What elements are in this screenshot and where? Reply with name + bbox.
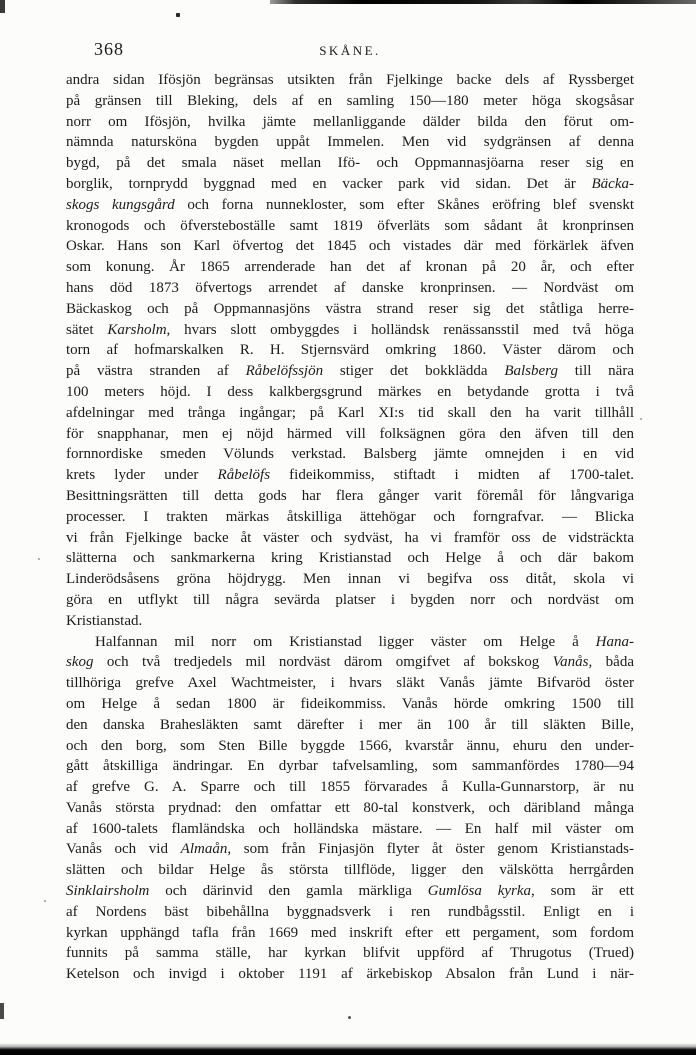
text-segment: för snapphanar, men ej nöjd härmed vill folksägnen göra den äfven till den: [66, 425, 634, 442]
text-line: [66, 673, 634, 694]
proper-name-italic: Råbelöfssjön: [245, 363, 324, 380]
text-segment: gått åtskilliga ändringar. En dyrbar tafvelsamling, som sammanfördes 1780—94: [66, 758, 634, 775]
text-segment: afdelningar med trånga ingångar; på Karl XI:s tid skall den ha varit tillhåll: [66, 404, 634, 421]
text-line: [66, 756, 634, 777]
scan-artifact-left-edge: [0, 1003, 4, 1019]
text-segment: af Nordens bäst bibehållna byggnadsverk i ren rundbågsstil. Enligt en i: [66, 903, 634, 920]
text-segment: som konung. År 1865 arrenderade han det af kronan på 20 år, och efter: [66, 259, 634, 276]
text-segment: 100 meters höjd. I dess kalkbergsgrund märkes en betydande grotta i två: [66, 383, 634, 400]
text-segment: torn af hofmarskalken R. H. Stjernsvärd omkring 1860. Väster därom och: [66, 342, 634, 359]
text-segment: norr om Ifösjön, hvilka jämte mellanliggande dälder bilda den förut om-: [66, 113, 634, 130]
text-segment: tillhöriga grefve Axel Wachtmeister, i hvars släkt Vanås jämte Bifvaröd öster: [66, 675, 634, 692]
text-line: [66, 569, 634, 590]
text-line: [66, 819, 634, 840]
text-line: [66, 798, 634, 819]
scan-artifact-top-edge: [270, 0, 696, 4]
text-segment: , båda: [588, 654, 634, 671]
text-line: [66, 694, 634, 715]
paper-speck: [640, 418, 642, 420]
text-line: [66, 174, 634, 195]
text-segment: hans död 1873 öfvertogs arrendet af danske kronprinsen. — Nordväst om: [66, 279, 634, 296]
text-segment: stiger det bokklädda: [323, 363, 505, 380]
text-segment: Oskar. Hans son Karl öfvertog det 1845 och vistades där med förkärlek äfven: [66, 238, 634, 255]
text-segment: processer. I trakten märkas åtskilliga ättehögar och forngrafvar. — Blicka: [66, 508, 634, 525]
proper-name-italic: skogs kungsgård: [66, 196, 175, 213]
proper-name-italic: Hana-: [595, 633, 634, 650]
text-line: [66, 590, 634, 611]
scan-artifact-top-left: [0, 0, 5, 13]
text-segment: Vanås största prydnad: den omfattar ett 80-tal konstverk, och däribland många: [66, 799, 634, 816]
text-segment: och forna nunnekloster, som efter Skånes eröfring blef svenskt: [174, 196, 634, 213]
text-line: [66, 236, 634, 257]
text-line: [66, 839, 634, 860]
text-line: [66, 112, 634, 133]
text-segment: borglik, tornprydd byggnad med en vacker park vid sidan. Det är: [66, 175, 592, 192]
text-line: [66, 860, 634, 881]
text-segment: slätterna och sankmarkerna kring Kristianstad och Helge å och där bakom: [66, 550, 634, 567]
proper-name-italic: Sinklairsholm: [66, 883, 150, 900]
text-line: [66, 548, 634, 569]
text-line: [66, 424, 634, 445]
proper-name-italic: Gumlösa kyrka: [427, 883, 532, 900]
text-line: [66, 964, 634, 985]
proper-name-italic: Bäcka-: [591, 175, 634, 192]
ink-speck: [176, 13, 180, 17]
text-block: [66, 70, 634, 985]
scan-artifact-bottom-edge: [0, 1043, 696, 1055]
text-segment: fideikommiss, stiftadt i midten af 1700-talet.: [270, 467, 634, 484]
text-line: [66, 652, 634, 673]
text-line: [66, 632, 634, 653]
text-line: [66, 340, 634, 361]
text-line: [66, 943, 634, 964]
text-line: [66, 611, 634, 632]
proper-name-italic: Vanås: [552, 654, 589, 671]
text-segment: och två tredjedels mil nordväst därom omgifvet af bokskog: [93, 654, 553, 671]
text-segment: Besittningsrätten till detta gods har flera gånger varit föremål för långvariga: [66, 487, 634, 504]
text-line: [66, 465, 634, 486]
text-segment: , hvars slott ombyggdes i holländsk renässansstil med två höga: [166, 321, 634, 338]
proper-name-italic: Almaån: [180, 841, 228, 858]
text-segment: och den borg, som Sten Bille byggde 1566, kvarstår ännu, ehuru den under-: [66, 737, 634, 754]
text-line: [66, 153, 634, 174]
text-line: [66, 715, 634, 736]
text-line: [66, 881, 634, 902]
text-segment: till nära: [557, 363, 634, 380]
text-segment: Ketelson och invigd i oktober 1191 af ärkebiskop Absalon från Lund i när-: [66, 966, 634, 983]
page-number: 368: [94, 39, 124, 59]
text-segment: göra en utflykt till några sevärda platser i bygden norr och nordväst om: [66, 591, 634, 608]
text-segment: , som är ett: [531, 883, 634, 900]
text-segment: af grefve G. A. Sparre och till 1855 förvarades å Kulla-Gunnarstorp, är nu: [66, 779, 634, 796]
text-line: [66, 216, 634, 237]
text-segment: bygd, på det smala näset mellan Ifö- och Oppmannasjöarna reser sig en: [66, 155, 634, 172]
text-segment: kronogods och öfversteboställe samt 1819 öfverläts som sådant åt kronprinsen: [66, 217, 634, 234]
text-segment: Halfannan mil norr om Kristianstad ligger väster om Helge å: [95, 633, 596, 650]
text-segment: på gränsen till Bleking, dels af en samling 150—180 meter höga skogsåsar: [66, 92, 634, 109]
text-line: [66, 278, 634, 299]
paper-speck: [348, 1016, 351, 1019]
text-line: [66, 444, 634, 465]
text-segment: funnits på samma ställe, har kyrkan blifvit uppförd af Thrugotus (Trued): [66, 945, 634, 962]
text-line: [66, 923, 634, 944]
text-line: [66, 132, 634, 153]
text-segment: sätet: [66, 321, 108, 338]
text-line: [66, 507, 634, 528]
text-line: [66, 528, 634, 549]
text-segment: Kristianstad.: [66, 612, 143, 629]
text-segment: nämnda natursköna bygden uppåt Immelen. Men vid sydgränsen af denna: [66, 134, 634, 151]
text-segment: andra sidan Ifösjön begränsas utsikten från Fjelkinge backe dels af Ryssberget: [66, 72, 634, 88]
page-header: [66, 39, 634, 61]
paper-speck: [38, 558, 40, 560]
text-segment: om Helge å sedan 1800 är fideikommiss. Vanås hörde omkring 1500 till: [66, 695, 634, 712]
proper-name-italic: Balsberg: [504, 363, 558, 380]
text-segment: Linderödsåsens gröna höjdrygg. Men innan vi begifva oss ditåt, skola vi: [66, 571, 634, 588]
proper-name-italic: Karsholm: [107, 321, 167, 338]
text-segment: Vanås och vid: [66, 841, 181, 858]
text-segment: , som från Finjasjön flyter åt öster genom Kristianstads-: [227, 841, 634, 858]
text-line: [66, 736, 634, 757]
text-line: [66, 382, 634, 403]
text-line: [66, 403, 634, 424]
text-segment: och därinvid den gamla märkliga: [149, 883, 428, 900]
text-line: [66, 902, 634, 923]
text-segment: den danska Brahesläkten samt därefter i mer än 100 år till släkten Bille,: [66, 716, 634, 733]
text-segment: på västra stranden af: [66, 363, 246, 380]
text-segment: Bäckaskog och på Oppmannasjöns västra strand reser sig det ståtliga herre-: [66, 300, 634, 317]
text-segment: af 1600-talets flamländska och holländska mästare. — En half mil väster om: [66, 820, 634, 837]
text-segment: krets lyder under: [66, 467, 218, 484]
text-segment: fornnordiske smeden Völunds verkstad. Balsberg jämte omnejden i en vid: [66, 446, 634, 463]
proper-name-italic: skog: [66, 654, 94, 671]
text-segment: kyrkan upphängd tafla från 1669 med inskrift efter ett pergament, som fordom: [66, 924, 634, 941]
running-title: SKÅNE.: [319, 43, 381, 58]
text-line: [66, 486, 634, 507]
text-line: [66, 777, 634, 798]
text-line: [66, 70, 634, 91]
text-segment: vi från Fjelkinge backe åt väster och sydväst, ha vi framför oss de vidsträckta: [66, 529, 634, 546]
text-line: [66, 361, 634, 382]
text-line: [66, 257, 634, 278]
text-line: [66, 195, 634, 216]
proper-name-italic: Råbelöfs: [217, 467, 271, 484]
text-line: [66, 320, 634, 341]
text-segment: slätten och bildar Helge ås största tillflöde, ligger den välskötta herrgården: [66, 862, 634, 879]
text-line: [66, 91, 634, 112]
paper-speck: [44, 900, 46, 902]
text-line: [66, 299, 634, 320]
